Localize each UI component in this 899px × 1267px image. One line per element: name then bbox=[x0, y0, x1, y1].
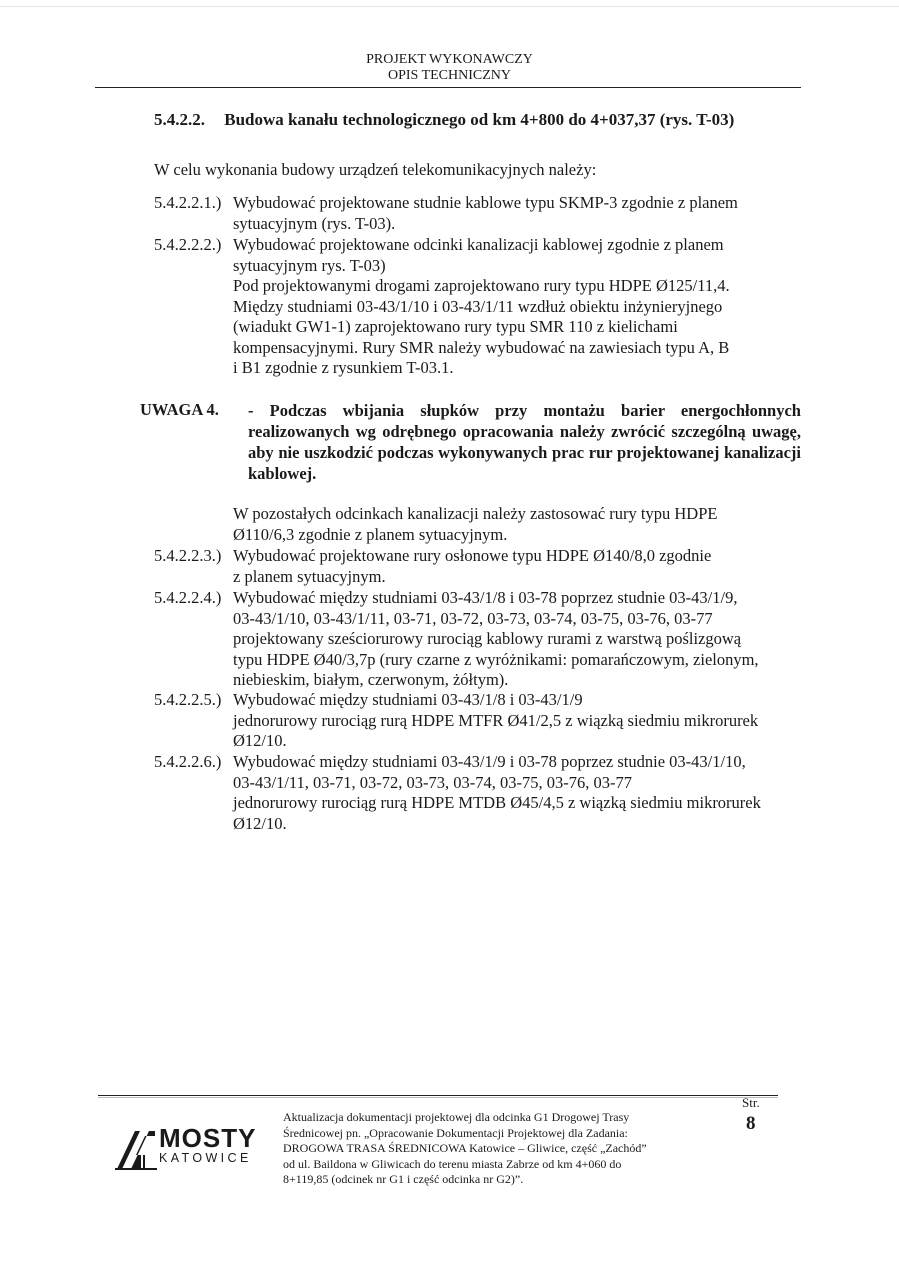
header-rule bbox=[95, 87, 801, 88]
item-number: 5.4.2.2.6.) bbox=[154, 752, 222, 771]
intro-paragraph: W celu wykonania budowy urządzeń telekomunikacyjnych należy: bbox=[154, 160, 597, 179]
continuation-line: Ø110/6,3 zgodnie z planem sytuacyjnym. bbox=[233, 524, 508, 544]
item-line: Wybudować projektowane odcinki kanalizacji kablowej zgodnie z planem bbox=[233, 235, 724, 254]
scan-edge-line bbox=[0, 6, 899, 7]
logo-name: MOSTY bbox=[159, 1123, 257, 1153]
page-number: 8 bbox=[746, 1113, 756, 1134]
item-number: 5.4.2.2.2.) bbox=[154, 235, 222, 254]
bridge-logo-icon bbox=[115, 1125, 157, 1171]
logo-city: KATOWICE bbox=[159, 1151, 252, 1165]
item-body bbox=[233, 193, 738, 234]
item-line: Ø12/10. bbox=[233, 731, 287, 750]
item-line: Wybudować między studniami 03-43/1/9 i 03-78 poprzez studnie 03-43/1/10, bbox=[233, 752, 746, 771]
item-line: z planem sytuacyjnym. bbox=[233, 566, 386, 586]
item-number: 5.4.2.2.1.) bbox=[154, 193, 222, 212]
item-line: Ø12/10. bbox=[233, 813, 287, 833]
item-number: 5.4.2.2.4.) bbox=[154, 588, 222, 607]
item-line: sytuacyjnym rys. T-03) bbox=[233, 255, 386, 275]
item-line: sytuacyjnym (rys. T-03). bbox=[233, 213, 396, 233]
footer-line: DROGOWA TRASA ŚREDNICOWA Katowice – Gliwice, część „Zachód” bbox=[283, 1141, 647, 1155]
header-project-type: PROJEKT WYKONAWCZY bbox=[366, 52, 533, 67]
item-line: niebieskim, białym, czerwonym, żółtym). bbox=[233, 670, 509, 689]
item-number: 5.4.2.2.5.) bbox=[154, 690, 222, 709]
note-text: - Podczas wbijania słupków przy montażu barier energochłonnych realizowanych wg odrębnego opracowania należy zwrócić szczególną uwagę, aby nie uszkodzić podczas wykonywanych prac rur projektowanej kanalizacji kablowej. bbox=[248, 401, 801, 483]
item-line: Wybudować projektowane rury osłonowe typu HDPE Ø140/8,0 zgodnie bbox=[233, 546, 712, 565]
item-line: Wybudować projektowane studnie kablowe typu SKMP-3 zgodnie z planem bbox=[233, 193, 738, 212]
section-title: Budowa kanału technologicznego od km 4+800 do 4+037,37 (rys. T-03) bbox=[224, 110, 735, 129]
item-body bbox=[233, 546, 711, 587]
continuation-paragraph bbox=[233, 504, 717, 545]
item-line: jednorurowy rurociąg rurą HDPE MTDB Ø45/4,5 z wiązką siedmiu mikrorurek bbox=[233, 793, 761, 812]
item-line: 03-43/1/11, 03-71, 03-72, 03-73, 03-74, 03-75, 03-76, 03-77 bbox=[233, 772, 633, 792]
item-line: 03-43/1/10, 03-43/1/11, 03-71, 03-72, 03-73, 03-74, 03-75, 03-76, 03-77 bbox=[233, 608, 713, 628]
item-line: typu HDPE Ø40/3,7p (rury czarne z wyróżnikami: pomarańczowym, zielonym, bbox=[233, 649, 759, 669]
document-header bbox=[0, 52, 899, 84]
continuation-line: W pozostałych odcinkach kanalizacji należy zastosować rury typu HDPE bbox=[233, 504, 718, 523]
footer-line: 8+119,85 (odcinek nr G1 i część odcinka nr G2)”. bbox=[283, 1172, 524, 1186]
item-body bbox=[233, 752, 761, 834]
footer-rule bbox=[98, 1095, 778, 1096]
footer-line: od ul. Baildona w Gliwicach do terenu miasta Zabrze od km 4+060 do bbox=[283, 1156, 622, 1171]
item-line: Wybudować między studniami 03-43/1/8 i 03-43/1/9 bbox=[233, 690, 583, 709]
footer-description bbox=[283, 1110, 733, 1188]
header-document-type: OPIS TECHNICZNY bbox=[387, 68, 512, 83]
footer-rule-secondary bbox=[98, 1097, 778, 1098]
footer-line: Średnicowej pn. „Opracowanie Dokumentacji Projektowej dla Zadania: bbox=[283, 1125, 628, 1140]
item-line: i B1 zgodnie z rysunkiem T-03.1. bbox=[233, 358, 454, 377]
item-line: Pod projektowanymi drogami zaprojektowano rury typu HDPE Ø125/11,4. bbox=[233, 276, 730, 295]
footer-line: Aktualizacja dokumentacji projektowej dla odcinka G1 Drogowej Trasy bbox=[283, 1110, 630, 1124]
item-line: Wybudować między studniami 03-43/1/8 i 03-78 poprzez studnie 03-43/1/9, bbox=[233, 588, 738, 607]
item-body bbox=[233, 235, 730, 379]
item-body bbox=[233, 588, 759, 691]
note-label: UWAGA 4. bbox=[140, 400, 219, 419]
item-line: (wiadukt GW1-1) zaprojektowano rury typu SMR 110 z kielichami bbox=[233, 317, 678, 336]
page-label: Str. bbox=[742, 1095, 760, 1110]
section-number: 5.4.2.2. bbox=[154, 110, 205, 129]
item-number: 5.4.2.2.3.) bbox=[154, 546, 222, 565]
item-body bbox=[233, 690, 758, 752]
item-line: Między studniami 03-43/1/10 i 03-43/1/11 wzdłuż obiektu inżynieryjnego bbox=[233, 296, 723, 316]
item-line: kompensacyjnymi. Rury SMR należy wybudować na zawiesiach typu A, B bbox=[233, 337, 730, 357]
company-logo bbox=[115, 1123, 265, 1173]
item-line: projektowany sześciorurowy rurociąg kablowy rurami z warstwą poślizgową bbox=[233, 629, 742, 648]
section-heading bbox=[154, 110, 734, 130]
item-line: jednorurowy rurociąg rurą HDPE MTFR Ø41/2,5 z wiązką siedmiu mikrorurek bbox=[233, 710, 759, 730]
